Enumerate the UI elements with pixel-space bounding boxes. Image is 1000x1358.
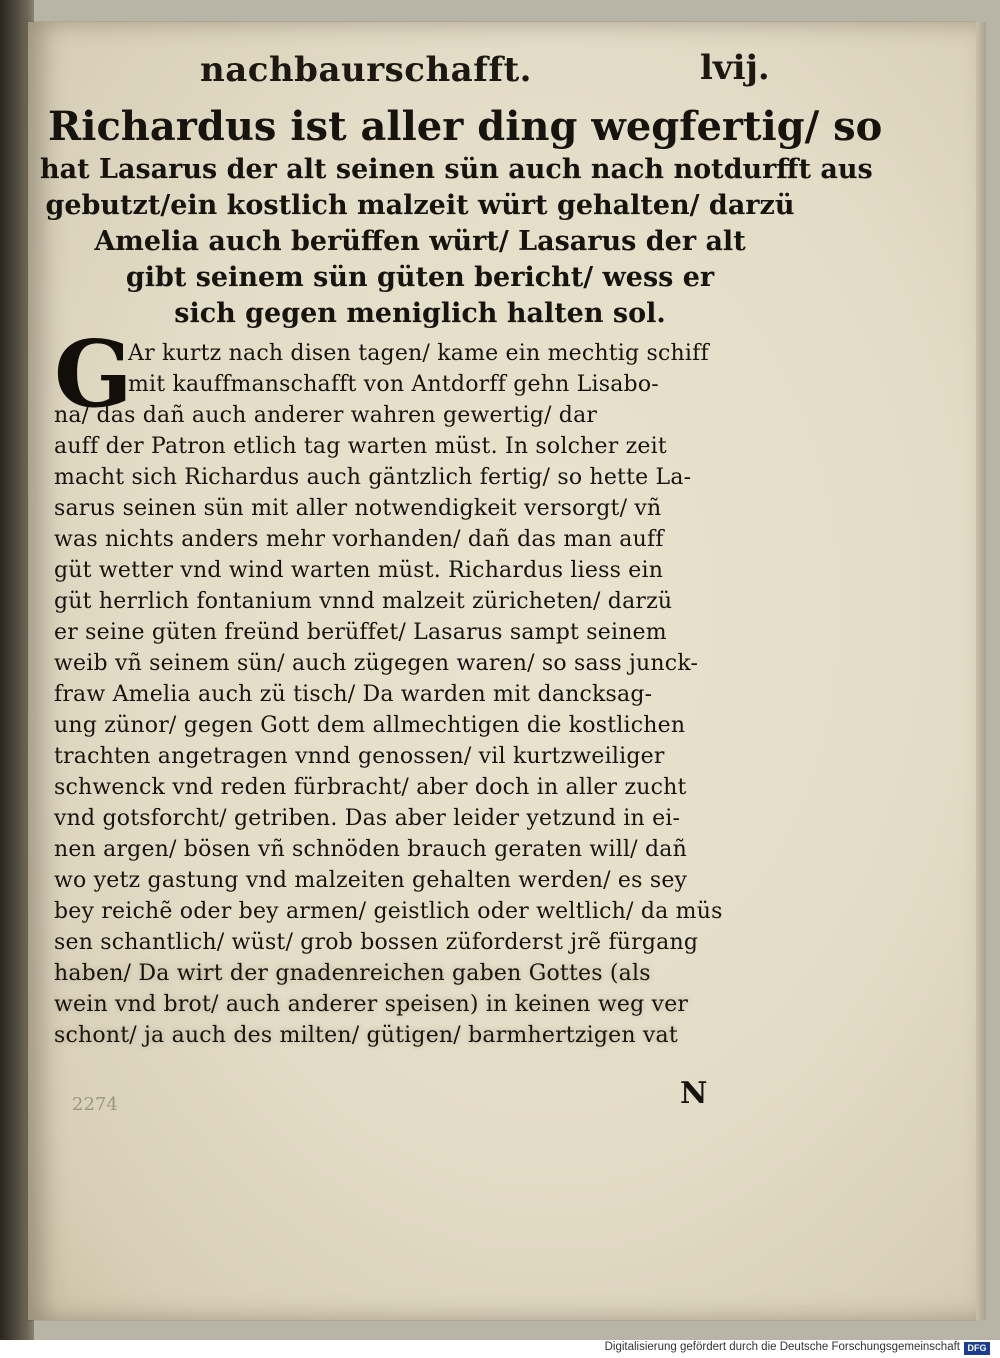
footer-credit: Digitalisierung gefördert durch die Deutsche Forschungsgemeinschaft xyxy=(604,1341,960,1353)
body-line: wo yetz gastung vnd malzeiten gehalten werden/ es sey xyxy=(54,868,688,893)
body-line: Ar kurtz nach disen tagen/ kame ein mechtig schiff xyxy=(128,341,709,366)
body-line: was nichts anders mehr vorhanden/ dañ das man auff xyxy=(54,527,664,552)
body-line: nen argen/ bösen vñ schnöden brauch geraten will/ dañ xyxy=(54,837,687,862)
drop-cap: G xyxy=(54,320,133,428)
body-line: güt wetter vnd wind warten müst. Richardus liess ein xyxy=(54,558,664,583)
body-line: schwenck vnd reden fürbracht/ aber doch in aller zucht xyxy=(54,775,687,800)
body-line: sen schantlich/ wüst/ grob bossen züforderst jrẽ fürgang xyxy=(54,930,699,955)
body-line: er seine güten freünd berüffet/ Lasarus sampt seinem xyxy=(54,620,667,645)
body-line: auff der Patron etlich tag warten müst. In solcher zeit xyxy=(54,434,667,459)
pencil-mark: 2274 xyxy=(72,1094,118,1115)
chapter-title-line: gebutzt/ein kostlich malzeit würt gehalten/ darzü xyxy=(45,190,795,221)
body-line: vnd gotsforcht/ getriben. Das aber leider yetzund in ei- xyxy=(54,806,681,831)
body-line: ung zünor/ gegen Gott dem allmechtigen die kostlichen xyxy=(54,713,686,738)
chapter-title-line: Richardus ist aller ding wegfertig/ so xyxy=(48,103,883,150)
body-line: güt herrlich fontanium vnnd malzeit züricheten/ darzü xyxy=(54,589,673,614)
chapter-title-line: gibt seinem sün güten bericht/ wess er xyxy=(125,262,715,293)
folio-number: lvij. xyxy=(700,48,770,88)
dfg-logo-icon: DFG xyxy=(964,1342,990,1355)
digitization-footer xyxy=(0,1340,1000,1358)
body-line: macht sich Richardus auch gäntzlich fertig/ so hette La- xyxy=(54,465,692,490)
body-line: mit kauffmanschafft von Antdorff gehn Lisabo- xyxy=(128,372,659,397)
body-line: fraw Amelia auch zü tisch/ Da warden mit dancksag- xyxy=(54,682,653,707)
chapter-title-line: hat Lasarus der alt seinen sün auch nach notdurfft aus xyxy=(40,154,873,185)
body-text xyxy=(54,320,774,1051)
body-line: schont/ ja auch des milten/ gütigen/ barmhertzigen vat xyxy=(54,1023,678,1048)
chapter-title xyxy=(40,102,883,332)
chapter-title-line: sich gegen meniglich halten sol. xyxy=(174,298,666,329)
page-edge xyxy=(976,22,986,1320)
body-line: na/ das dañ auch anderer wahren gewertig/ dar xyxy=(54,403,598,428)
running-head: nachbaurschafft. xyxy=(200,50,532,90)
body-line: weib vñ seinem sün/ auch zügegen waren/ so sass junck- xyxy=(54,651,699,676)
chapter-title-line: Amelia auch berüffen würt/ Lasarus der alt xyxy=(94,226,746,257)
body-line: sarus seinen sün mit aller notwendigkeit versorgt/ vñ xyxy=(54,496,662,521)
body-line: haben/ Da wirt der gnadenreichen gaben Gottes (als xyxy=(54,961,651,986)
body-line: trachten angetragen vnnd genossen/ vil kurtzweiliger xyxy=(54,744,665,769)
body-line: bey reichẽ oder bey armen/ geistlich oder weltlich/ da müs xyxy=(54,899,723,924)
body-line: wein vnd brot/ auch anderer speisen) in keinen weg ver xyxy=(54,992,689,1017)
page-header xyxy=(0,42,1000,92)
catchword: N xyxy=(680,1076,708,1111)
